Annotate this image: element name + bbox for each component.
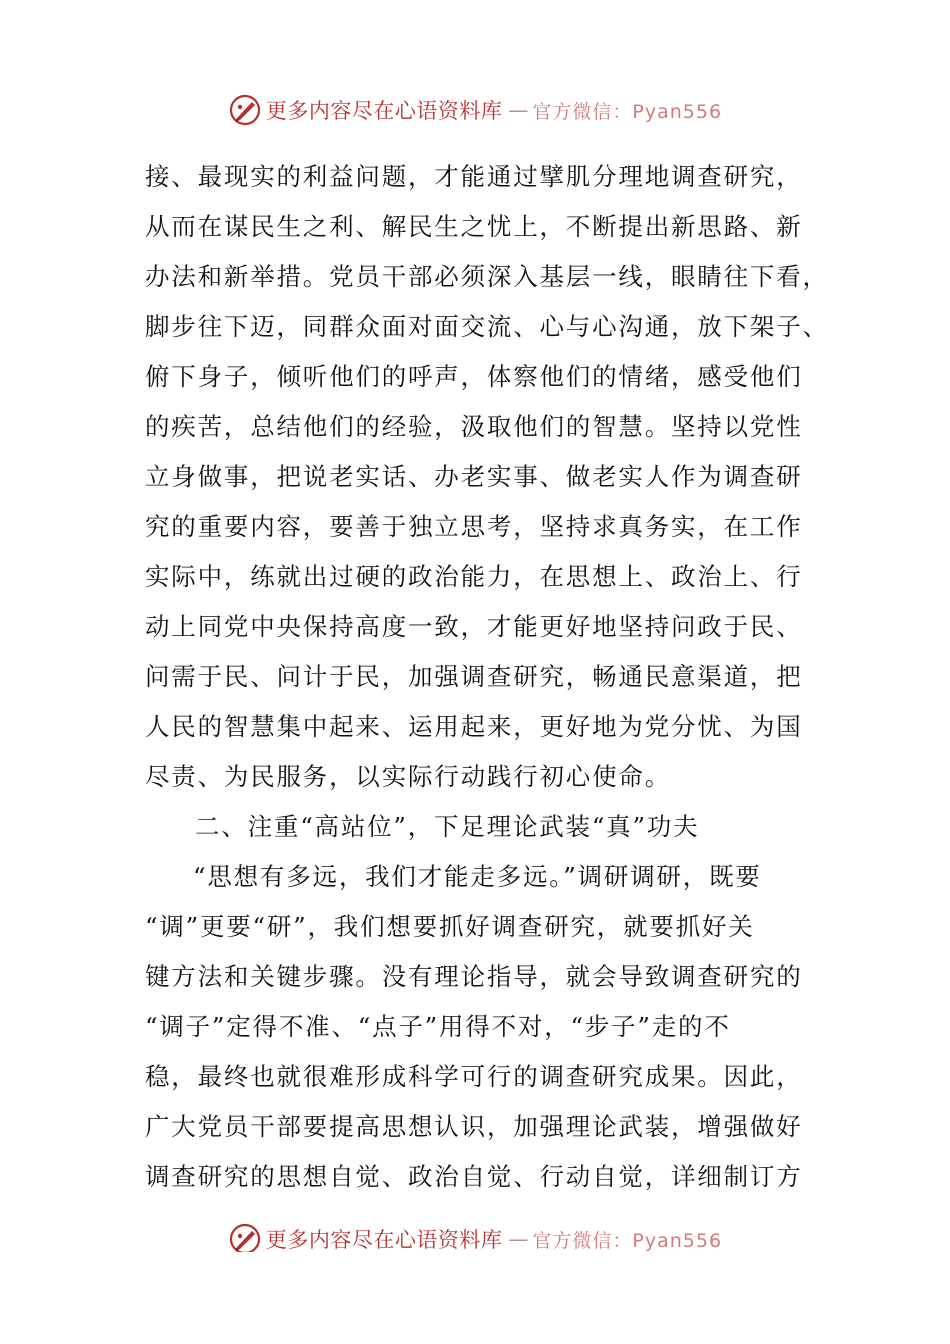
text-line: 究的重要内容，要善于独立思考，坚持求真务实，在工作 (145, 512, 803, 541)
watermark-text: 更多内容尽在心语资料库 (265, 99, 503, 123)
text-line: 从而在谋民生之利、解民生之忧上，不断提出新思路、新 (145, 212, 803, 241)
watermark-banner (228, 93, 722, 127)
watermark-text: 更多内容尽在心语资料库 (265, 1228, 503, 1252)
watermark-contact: 官方微信：Pyan556 (532, 1229, 723, 1252)
text-line: 脚步往下迈，同群众面对面交流、心与心沟通，放下架子、 (145, 312, 829, 341)
text-line: 稳，最终也就很难形成科学可行的调查研究成果。因此， (145, 1062, 803, 1091)
text-line: 的疾苦，总结他们的经验，汲取他们的智慧。坚持以党性 (145, 412, 803, 441)
watermark-header (0, 88, 950, 132)
pen-logo-icon (228, 1222, 262, 1252)
text-line: 办法和新举措。党员干部必须深入基层一线，眼睛往下看， (145, 262, 829, 291)
pen-logo-icon (228, 93, 262, 127)
text-line: 人民的智慧集中起来、运用起来，更好地为党分忧、为国 (145, 712, 803, 741)
watermark-separator: — (508, 98, 529, 122)
text-line: “调”更要“研”，我们想要抓好调查研究，就要抓好关 (145, 912, 755, 941)
text-line: 广大党员干部要提高思想认识，加强理论武装，增强做好 (145, 1112, 803, 1141)
watermark-separator: — (508, 1227, 529, 1251)
text-line: “调子”定得不准、“点子”用得不对，“步子”走的不 (145, 1012, 731, 1041)
text-line: 动上同党中央保持高度一致，才能更好地坚持问政于民、 (145, 612, 803, 641)
text-line: 键方法和关键步骤。没有理论指导，就会导致调查研究的 (145, 962, 803, 991)
text-line: 立身做事，把说老实话、办老实事、做老实人作为调查研 (145, 462, 803, 491)
text-line: “思想有多远，我们才能走多远。”调研调研，既要 (193, 862, 762, 891)
text-line: 实际中，练就出过硬的政治能力，在思想上、政治上、行 (145, 562, 803, 591)
text-line: 调查研究的思想自觉、政治自觉、行动自觉，详细制订方 (145, 1162, 803, 1191)
text-line: 俯下身子，倾听他们的呼声，体察他们的情绪，感受他们 (145, 362, 803, 391)
watermark-footer (0, 1212, 950, 1252)
document-body (145, 152, 829, 1202)
text-line: 接、最现实的利益问题，才能通过擘肌分理地调查研究， (145, 162, 803, 191)
section-heading: 二、注重“高站位”，下足理论武装“真”功夫 (195, 812, 700, 841)
watermark-contact: 官方微信：Pyan556 (532, 100, 723, 123)
watermark-banner (228, 1222, 722, 1252)
text-line: 问需于民、问计于民，加强调查研究，畅通民意渠道，把 (145, 662, 803, 691)
text-line: 尽责、为民服务，以实际行动践行初心使命。 (145, 762, 671, 791)
